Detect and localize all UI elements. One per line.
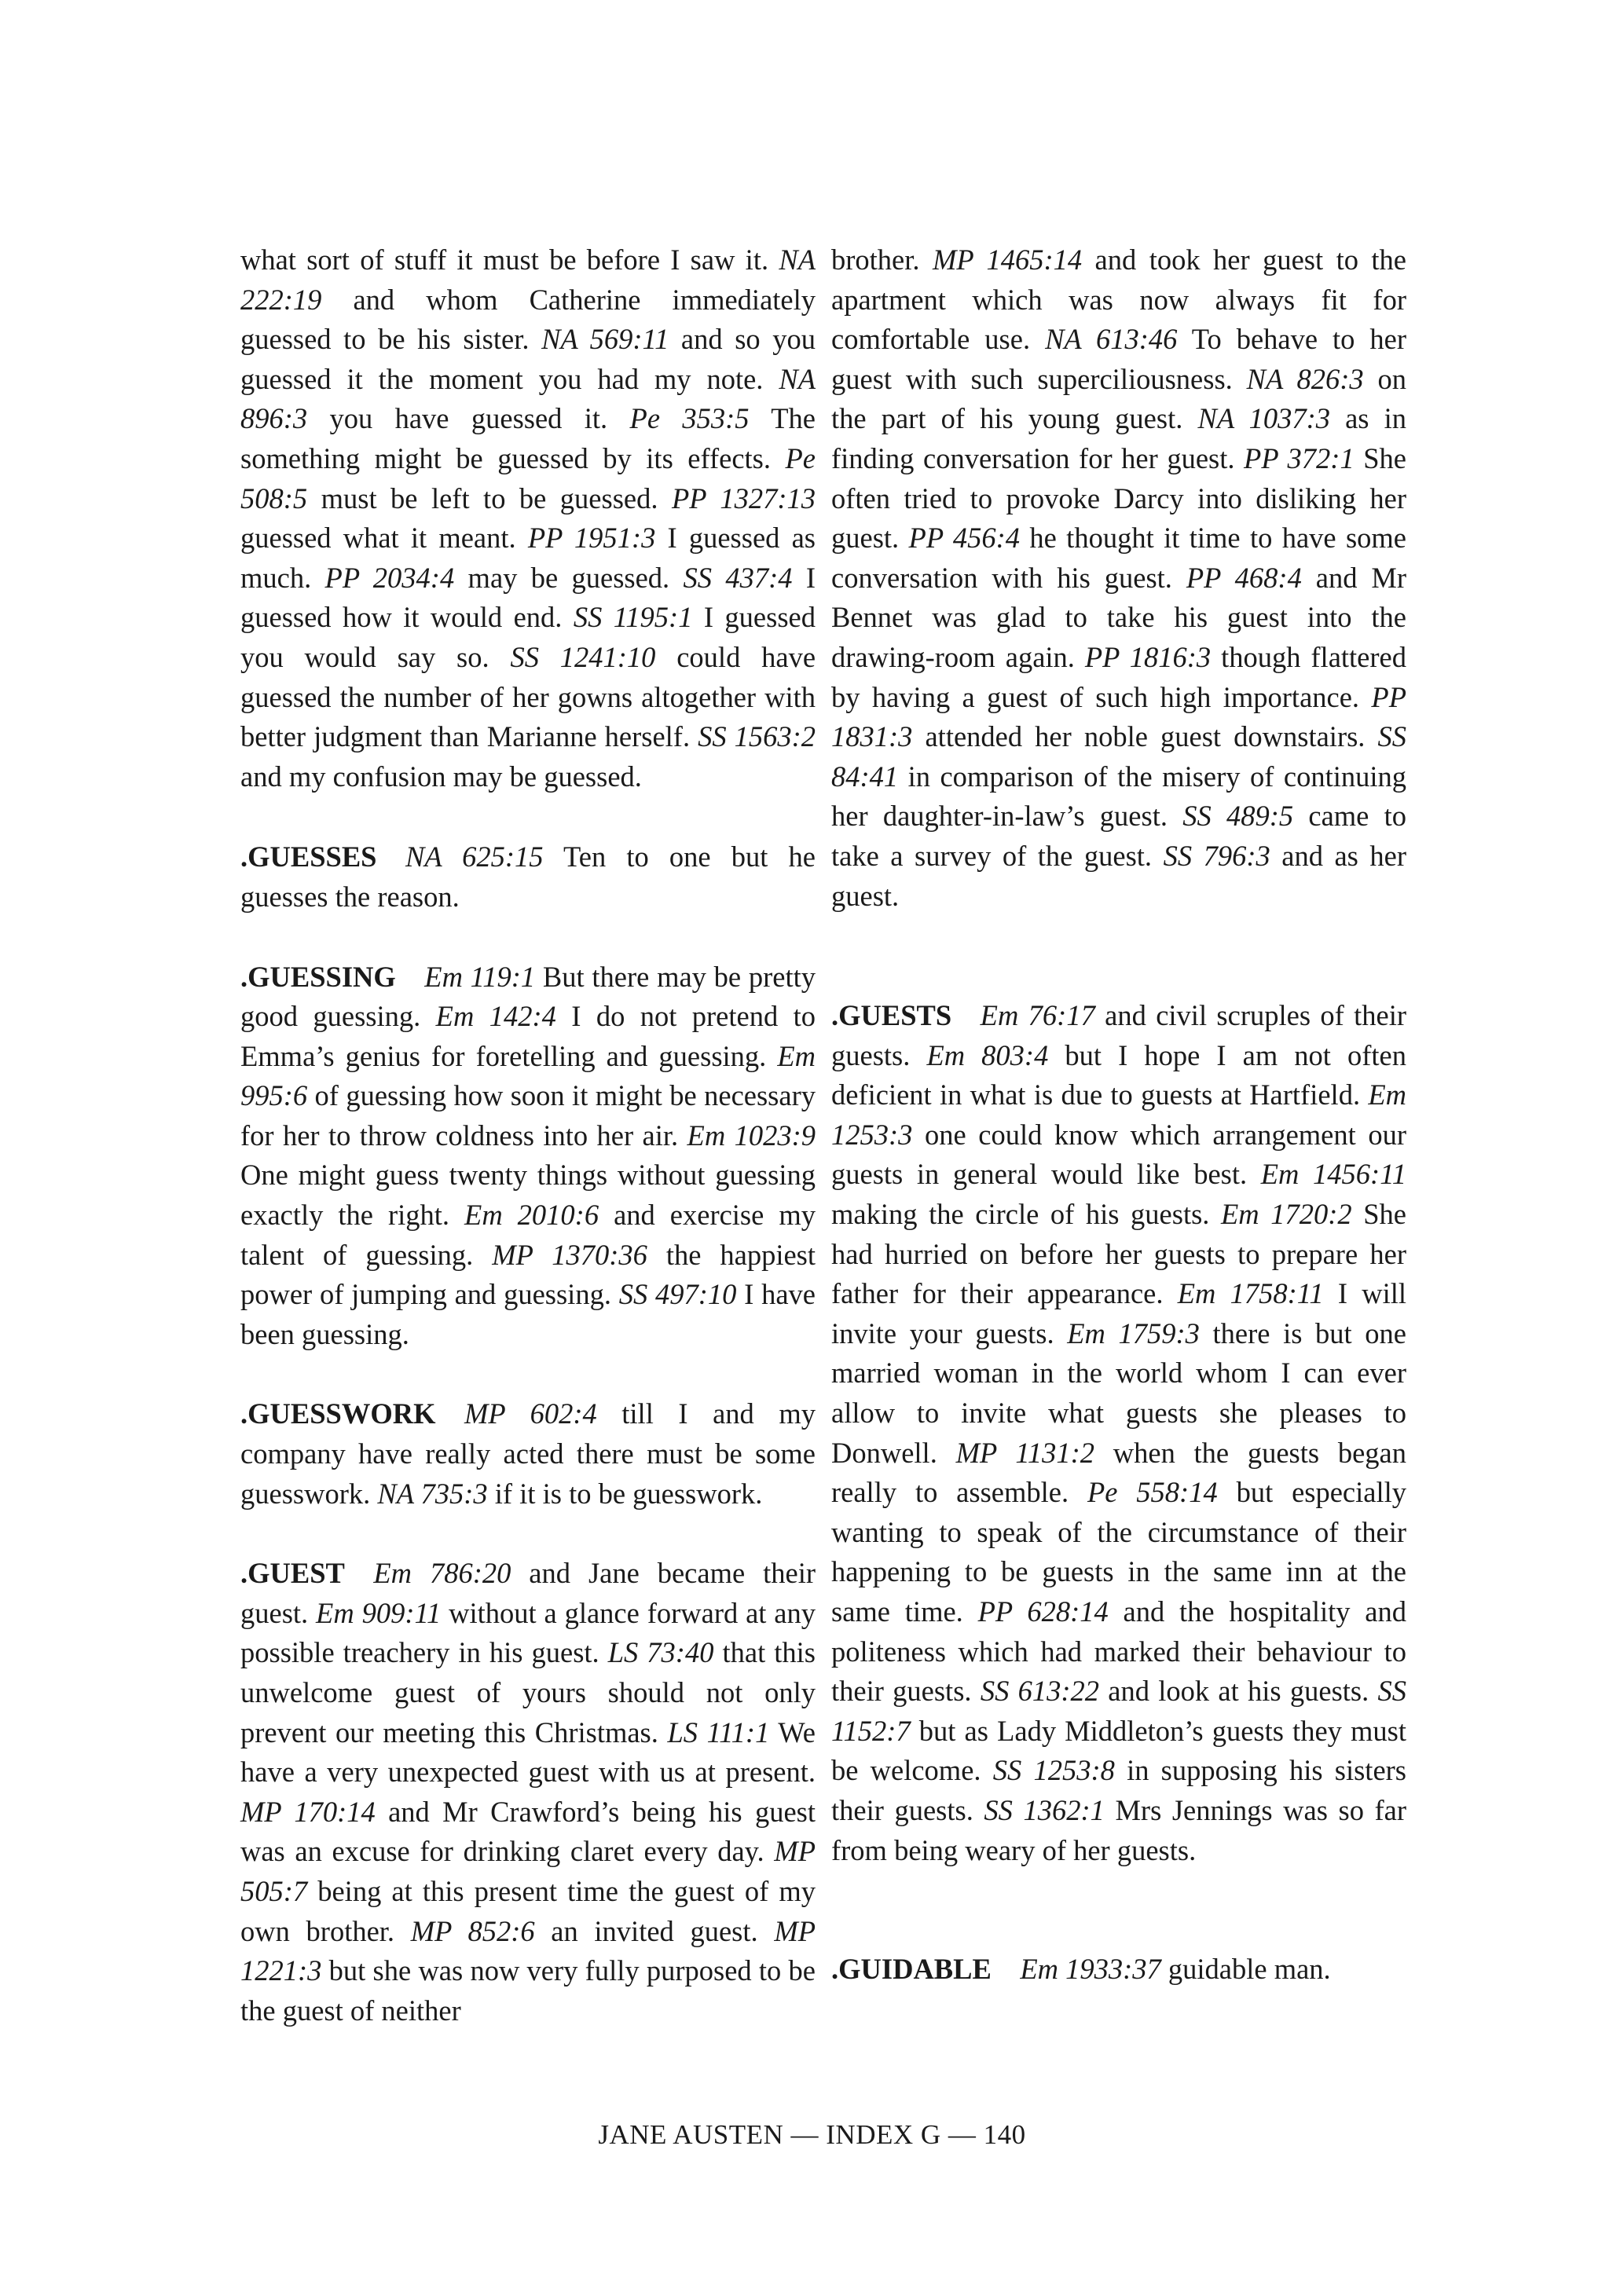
entry-guessing [240, 958, 816, 1355]
citation-ref: NA 625:15 [405, 840, 544, 873]
citation-ref: SS 489:5 [1182, 800, 1294, 833]
citation-ref: LS 111:1 [667, 1716, 770, 1749]
citation-ref: PP 468:4 [1186, 561, 1302, 594]
quotation-text: on the part of his young guest. [831, 362, 1406, 435]
citation-ref: Em 1758:11 [1177, 1277, 1324, 1310]
citation-ref: Em 119:1 [424, 960, 536, 993]
quotation-text: he thought it time to have some conversation with his guest. [831, 522, 1407, 594]
entry-guesses [240, 837, 816, 917]
quotation-text: and so you guessed it the moment you had my note. [240, 323, 816, 395]
quotation-text: To behave to her guest with such superciliousness. [831, 323, 1406, 395]
citation-ref: SS 1195:1 [573, 601, 693, 634]
quotation-text: I guessed as much. [240, 522, 816, 594]
citation-ref: SS 1253:8 [992, 1754, 1115, 1787]
citation-ref: Pe 353:5 [629, 402, 750, 435]
citation-ref: PP 1951:3 [527, 522, 656, 555]
headword: .GUIDABLE [831, 1953, 992, 1986]
quotation-text: But there may be pretty good guessing. [240, 960, 816, 1033]
quotation-text: as in finding conversation for her guest. [831, 402, 1407, 474]
citation-ref: Em 1253:3 [831, 1078, 1406, 1151]
quotation-text: and as her guest. [831, 839, 1406, 912]
quotation-text: We have a very unexpected guest with us at present. [240, 1716, 816, 1789]
quotation-text: I do not pretend to Emma’s genius for foretelling and guessing. [240, 1000, 816, 1072]
quotation-text: brother. [831, 244, 933, 276]
right-column [831, 240, 1406, 1990]
quotation-text: and the hospitality and politeness which had marked their behaviour to their guests. [831, 1595, 1407, 1708]
citation-ref: PP 2034:4 [324, 561, 455, 594]
citation-ref: Em 995:6 [240, 1039, 816, 1112]
citation-ref: NA 613:46 [1045, 323, 1178, 356]
quotation-text: guessed what it meant. [240, 522, 528, 555]
entry-guest [240, 1554, 816, 2031]
quotation-text: could have guessed the number of her gowns altogether with better judgment than Marianne herself. [240, 640, 816, 753]
citation-ref: NA 222:19 [240, 244, 816, 316]
quotation-text: of guessing how soon it might be necessary for her to throw coldness into her air. [240, 1079, 816, 1152]
quotation-text: and took her guest to the apartment which was now always fit for comfortable use. [831, 244, 1406, 356]
citation-ref: SS 796:3 [1163, 839, 1270, 872]
citation-ref: PP 1816:3 [1084, 640, 1212, 673]
quotation-text: though flattered by having a guest of such high importance. [831, 640, 1406, 713]
citation-ref: MP 1131:2 [955, 1436, 1095, 1469]
quotation-text: Ten to one but he guesses the reason. [240, 840, 816, 913]
entry-guidable [831, 1950, 1406, 1990]
citation-ref: PP 628:14 [977, 1595, 1109, 1628]
citation-ref: Em 76:17 [980, 999, 1095, 1032]
citation-ref: Em 909:11 [316, 1596, 442, 1629]
citation-ref: SS 84:41 [831, 720, 1406, 793]
citation-ref: MP 602:4 [464, 1397, 597, 1430]
citation-ref: Em 1720:2 [1221, 1198, 1352, 1231]
running-footer: JANE AUSTEN — INDEX G — 140 [598, 2119, 1026, 2150]
entry-guests [831, 996, 1406, 1870]
quotation-text: an invited guest. [534, 1914, 775, 1947]
citation-ref: Pe 508:5 [240, 441, 816, 514]
quotation-text: may be guessed. [454, 561, 684, 594]
quotation-text: but she was now very fully purposed to be the guest of neither [240, 1954, 816, 2027]
citation-ref: NA 896:3 [240, 362, 816, 435]
quotation-text: and civil scruples of their guests. [831, 999, 1406, 1071]
citation-ref: SS 613:22 [980, 1675, 1099, 1708]
quotation-text: I have been guessing. [240, 1278, 816, 1350]
left-column [240, 240, 816, 2031]
citation-ref: MP 170:14 [240, 1795, 376, 1828]
citation-ref: Pe 558:14 [1087, 1476, 1218, 1509]
quotation-text: till I and my company have really acted there must be some guesswork. [240, 1397, 816, 1510]
quotation-text: but I hope I am not often deficient in what is due to guests at Hartfield. [831, 1038, 1406, 1111]
citation-ref: Em 1759:3 [1067, 1316, 1200, 1349]
citation-ref: Em 1933:37 [1020, 1953, 1161, 1986]
quotation-text: and my confusion may be guessed. [240, 760, 642, 793]
quotation-text: if it is to be guesswork. [487, 1477, 763, 1510]
quotation-text: I will invite your guests. [831, 1277, 1407, 1349]
quotation-text: She often tried to provoke Darcy into disliking her guest. [831, 441, 1407, 555]
quotation-text: but especially wanting to speak of the circumstance of their happening to be guests in the same inn at the same time. [831, 1476, 1406, 1628]
headword: .GUESTS [831, 999, 952, 1032]
citation-ref: SS 1563:2 [698, 720, 816, 753]
headword: .GUESSWORK [240, 1397, 436, 1430]
citation-ref: Em 1456:11 [1260, 1158, 1406, 1191]
quotation-text: when the guests began really to assemble. [831, 1436, 1406, 1509]
quotation-text: came to take a survey of the guest. [831, 800, 1406, 872]
citation-ref: PP 372:1 [1244, 441, 1355, 474]
citation-ref: SS 1152:7 [831, 1675, 1407, 1747]
entry-guesswork [240, 1394, 816, 1514]
quotation-text: attended her noble guest downstairs. [912, 720, 1378, 753]
headword: .GUEST [240, 1557, 345, 1590]
citation-ref: PP 1831:3 [831, 680, 1406, 753]
quotation-text: the happiest power of jumping and guessing. [240, 1238, 816, 1311]
quotation-text: guidable man. [1160, 1953, 1331, 1986]
quotation-text: The something might be guessed by its effects. [240, 402, 816, 474]
citation-ref: Em 2010:6 [464, 1199, 599, 1232]
quotation-text: Mrs Jennings was so far from being weary of her guests. [831, 1793, 1407, 1866]
citation-ref: Em 1023:9 [687, 1119, 816, 1152]
quotation-text: that this unwelcome guest of yours should not only prevent our meeting this Christmas. [240, 1636, 816, 1749]
citation-ref: MP 852:6 [410, 1914, 535, 1947]
headword: .GUESSES [240, 840, 377, 873]
citation-ref: MP 1465:14 [932, 244, 1083, 276]
quotation-text: you have guessed it. [307, 402, 630, 435]
quotation-text: in supposing his sisters their guests. [831, 1754, 1406, 1826]
citation-ref: NA 826:3 [1246, 362, 1364, 395]
quotation-text: but as Lady Middleton’s guests they must be welcome. [831, 1714, 1406, 1787]
quotation-text: and exercise my talent of guessing. [240, 1199, 816, 1271]
headword: .GUESSING [240, 960, 396, 993]
quotation-text: One might guess twenty things without guessing exactly the right. [240, 1159, 816, 1232]
citation-ref: SS 497:10 [618, 1278, 737, 1311]
citation-ref: Em 786:20 [373, 1557, 511, 1590]
quotation-text: I guessed you would say so. [240, 601, 816, 673]
quotation-text: without a glance forward at any possible treachery in his guest. [240, 1596, 816, 1669]
citation-ref: PP 1327:13 [671, 482, 816, 514]
citation-ref: Em 142:4 [435, 1000, 556, 1033]
continued-entry [831, 240, 1406, 916]
quotation-text: must be left to be guessed. [307, 482, 672, 514]
quotation-text: and Mr Bennet was glad to take his guest into the drawing-room again. [831, 561, 1406, 673]
quotation-text: being at this present time the guest of my own brother. [240, 1874, 816, 1947]
quotation-text: She had hurried on before her guests to prepare her father for their appearance. [831, 1198, 1407, 1310]
citation-ref: NA 569:11 [541, 323, 669, 356]
citation-ref: NA 735:3 [377, 1477, 488, 1510]
quotation-text: and Jane became their guest. [240, 1557, 816, 1629]
citation-ref: SS 437:4 [683, 561, 793, 594]
continued-entry [240, 240, 816, 796]
quotation-text: in comparison of the misery of continuing her daughter-in-law’s guest. [831, 760, 1406, 833]
quotation-text: one could know which arrangement our guests in general would like best. [831, 1118, 1406, 1191]
citation-ref: NA 1037:3 [1197, 402, 1330, 435]
quotation-text: there is but one married woman in the world whom I can ever allow to invite what guests she pleases to Donwell. [831, 1316, 1407, 1469]
quotation-text: I guessed how it would end. [240, 561, 816, 634]
citation-ref: PP 456:4 [908, 522, 1020, 555]
citation-ref: Em 803:4 [926, 1038, 1049, 1071]
citation-ref: MP 505:7 [240, 1835, 816, 1907]
quotation-text: what sort of stuff it must be before I saw it. [240, 244, 779, 276]
citation-ref: SS 1362:1 [984, 1793, 1105, 1826]
citation-ref: MP 1370:36 [492, 1238, 647, 1271]
quotation-text: and whom Catherine immediately guessed to be his sister. [240, 283, 816, 356]
quotation-text: and Mr Crawford’s being his guest was an excuse for drinking claret every day. [240, 1795, 816, 1868]
citation-ref: LS 73:40 [607, 1636, 714, 1669]
quotation-text: and look at his guests. [1099, 1675, 1378, 1708]
citation-ref: SS 1241:10 [510, 640, 656, 673]
quotation-text: making the circle of his guests. [831, 1198, 1222, 1231]
citation-ref: MP 1221:3 [240, 1914, 816, 1987]
